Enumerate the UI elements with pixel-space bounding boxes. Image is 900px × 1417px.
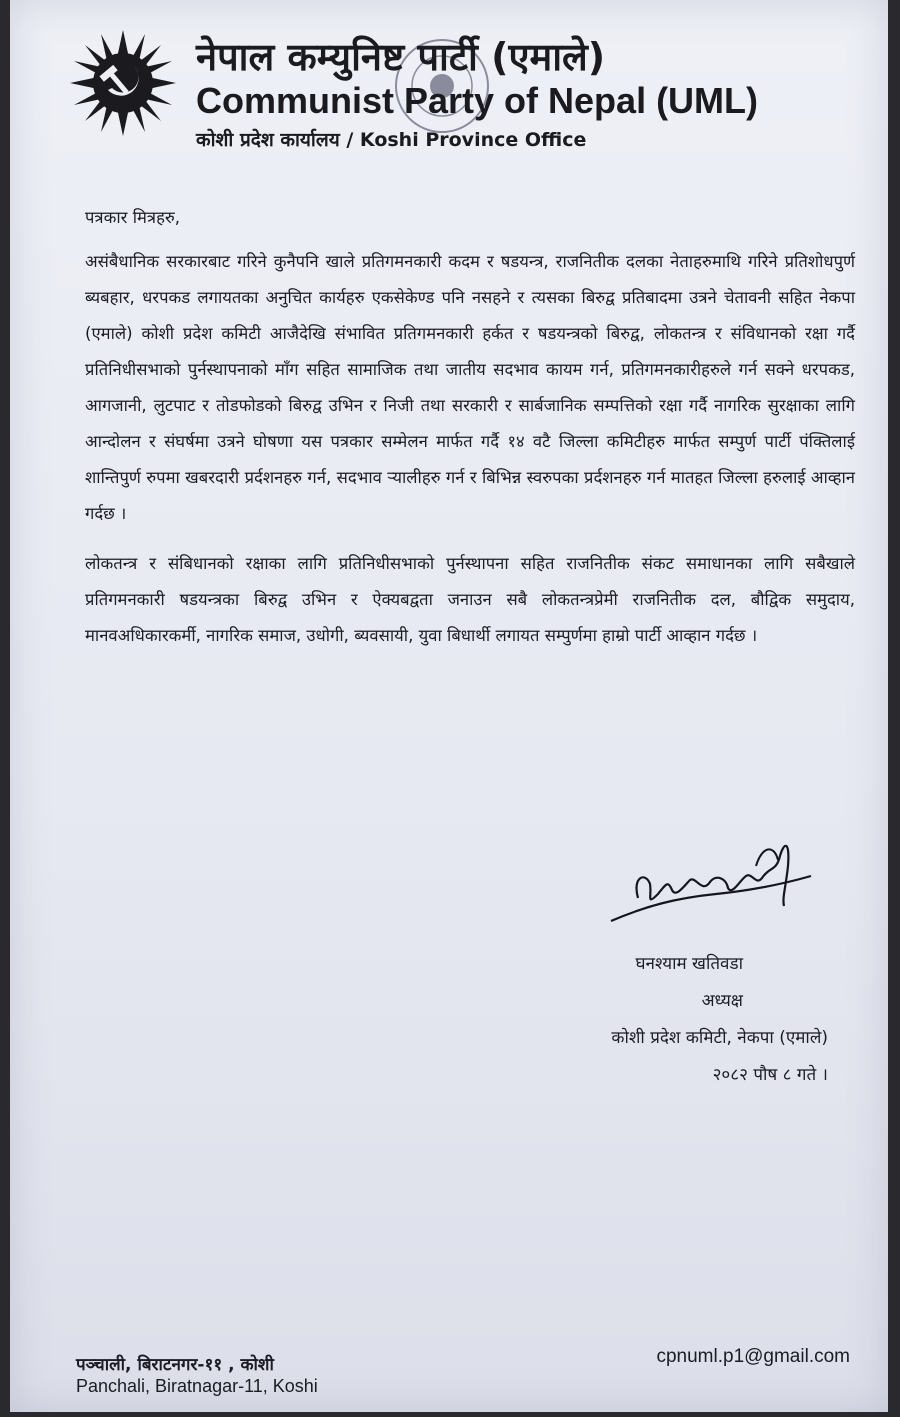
footer-address-english: Panchali, Biratnagar-11, Koshi [76, 1376, 318, 1396]
signatory-committee: कोशी प्रदेश कमिटी, नेकपा (एमाले) [611, 1028, 828, 1048]
handwritten-signature-icon [606, 836, 816, 931]
salutation: पत्रकार मित्रहरु, [85, 208, 181, 227]
letter-sheet [10, 0, 888, 1412]
letter-date: २०८२ पौष ८ गते । [712, 1065, 828, 1085]
letter-body [85, 200, 855, 668]
sun-hammer-sickle-emblem-icon [68, 28, 178, 138]
office-name: कोशी प्रदेश कार्यालय / Koshi Province Office [196, 129, 587, 151]
footer-address-nepali: पञ्चाली, बिराटनगर-११ , कोशी [76, 1355, 274, 1375]
party-name-english: Communist Party of Nepal (UML) [196, 80, 759, 121]
party-name-nepali: नेपाल कम्युनिष्ट पार्टी (एमाले) [196, 35, 606, 79]
signatory-title: अध्यक्ष [701, 991, 743, 1011]
footer-email: cpnuml.p1@gmail.com [656, 1346, 850, 1367]
paragraph-1: असंबैधानिक सरकारबाट गरिने कुनैपनि खाले प्रतिगमनकारी कदम र षडयन्त्र, राजनितीक दलका नेताहरुमाथि गरिने प्रतिशोधपुर्ण ब्यबहार, धरपकड लगायतका अनुचित कार्यहरु एकसेकेण्ड पनि नसहने र त्यसका बिरुद्व प्रतिबादमा उत्रने चेतावनी सहित नेकपा (एमाले) कोशी प्रदेश कमिटी आजैदेखि संभावित प्रतिगमनकारी हर्कत र षडयन्त्रको बिरुद्व, लोकतन्त्र र संविधानको रक्षा गर्दै प्रतिनिधीसभाको पुर्नस्थापनाको माँग सहित सामाजिक तथा जातीय सदभाव कायम गर्न, प्रतिगमनकारीहरुले गर्न सक्ने धरपकड, आगजानी, लुटपाट र तोडफोडको बिरुद्व उभिन र निजी तथा सरकारी र सार्बजानिक सम्पत्तिको रक्षा गर्दै नागरिक सुरक्षाका लागि आन्दोलन र संघर्षमा उत्रने घोषणा यस पत्रकार सम्मेलन मार्फत गर्दै १४ वटै जिल्ला कमिटीहरु मार्फत सम्पुर्ण पार्टी पंक्तिलाई शान्तिपुर्ण रुपमा खबरदारी प्रर्दशनहरु गर्न, सदभाव र्‍यालीहरु गर्न र बिभिन्न स्वरुपका प्रर्दशनहरु गर्न मातहत जिल्ला हरुलाई आव्हान गर्दछ । [85, 252, 855, 523]
signatory-name: घनश्याम खतिवडा [635, 954, 743, 974]
signatory-block [611, 946, 828, 1094]
paragraph-2: लोकतन्त्र र संबिधानको रक्षाका लागि प्रतिनिधीसभाको पुर्नस्थापना सहित राजनितीक संकट समाधानका लागि सबैखाले प्रतिगमनकारी षडयन्त्रका बिरुद्व उभिन र ऐक्यबद्वता जनाउन सबै लोकतन्त्रप्रेमी राजनितीक दल, बौद्विक समुदाय, मानवअधिकारकर्मी, नागरिक समाज, उधोगी, ब्यवसायी, युवा बिधार्थी लगायत सम्पुर्णमा हाम्रो पार्टी आव्हान गर्दछ । [85, 554, 855, 645]
